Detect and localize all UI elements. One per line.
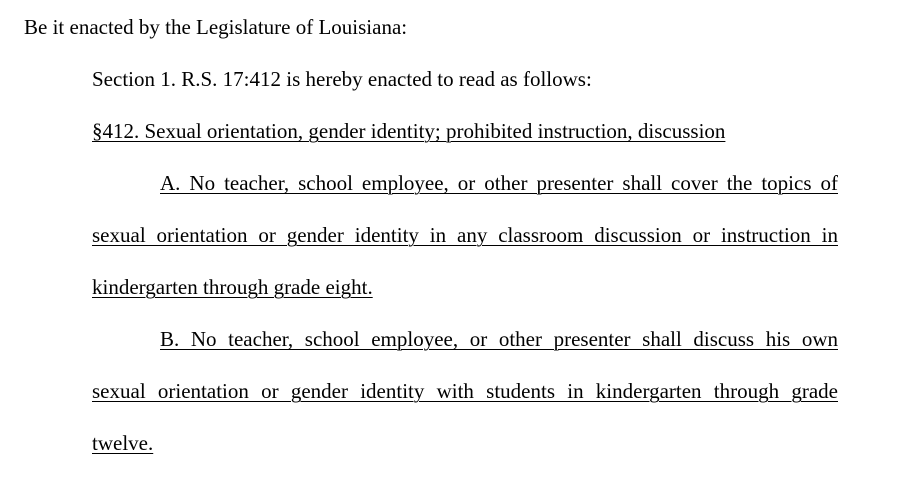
subsection-a-line-3 [92,274,373,300]
subsection-a-line-1-text: A. No teacher, school employee, or other presenter shall cover the topics of [160,171,838,195]
subsection-b-line-2-text: sexual orientation or gender identity with students in kindergarten through grade [92,379,838,403]
subsection-a-line-2-text: sexual orientation or gender identity in any classroom discussion or instruction in [92,223,838,247]
subsection-b-line-1-text: B. No teacher, school employee, or other presenter shall discuss his own [160,327,838,351]
subsection-a-line-1 [160,170,838,196]
subsection-b-line-3 [92,430,153,456]
section-heading-text: §412. Sexual orientation, gender identity; prohibited instruction, discussion [92,119,726,143]
subsection-b-line-2 [92,378,838,404]
enacting-clause: Be it enacted by the Legislature of Louisiana: [24,15,408,39]
subsection-a-line-3-text: kindergarten through grade eight. [92,275,373,299]
section-line: Section 1. R.S. 17:412 is hereby enacted to read as follows: [92,67,592,91]
subsection-a-line-2 [92,222,838,248]
subsection-b-line-1 [160,326,838,352]
section-heading [92,118,725,144]
subsection-b-line-3-text: twelve. [92,431,154,455]
